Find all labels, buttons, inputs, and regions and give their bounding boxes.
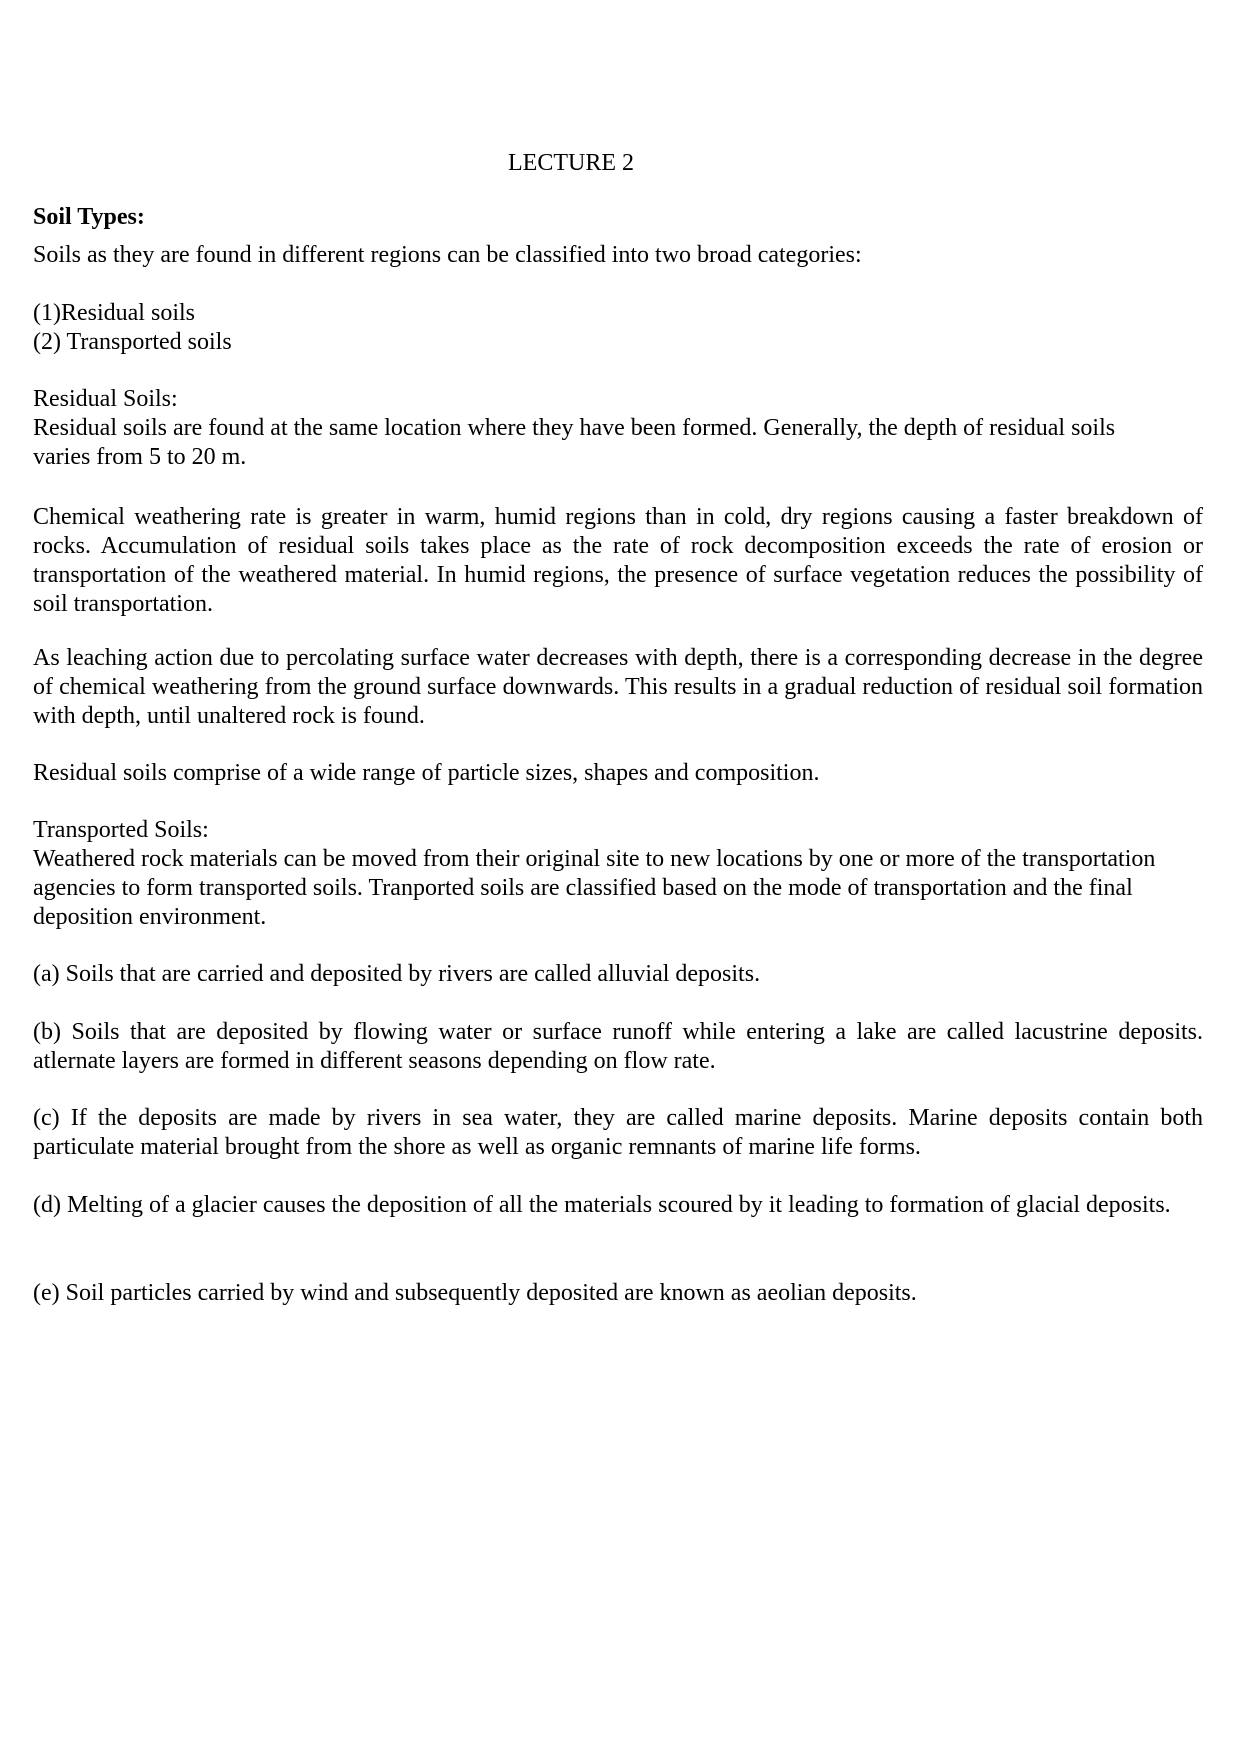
category-item: (2) Transported soils <box>33 329 232 355</box>
deposit-item-lacustrine: (b) Soils that are deposited by flowing water or surface runoff while entering a lake are called lacustrine deposits. atlernate layers are formed in different seasons depending on flow rate. <box>33 1019 1203 1074</box>
category-list <box>33 299 1203 357</box>
residual-heading: Residual Soils: <box>33 386 178 412</box>
transported-section-intro <box>33 816 1203 932</box>
section-heading: Soil Types: <box>33 204 145 230</box>
residual-paragraph-weathering: Chemical weathering rate is greater in warm, humid regions than in cold, dry regions causing a faster breakdown of rocks. Accumulation of residual soils takes place as the rate of rock decomposition exceeds the rate of erosion or transportation of the weathered material. In humid regions, the presence of surface vegetation reduces the possibility of soil transportation. <box>33 504 1203 617</box>
transported-line: deposition environment. <box>33 904 267 930</box>
residual-section-intro <box>33 385 1203 472</box>
transported-heading: Transported Soils: <box>33 817 209 843</box>
transported-line: Weathered rock materials can be moved from their original site to new locations by one or more of the transportation <box>33 846 1156 872</box>
residual-line: Residual soils are found at the same location where they have been formed. Generally, the depth of residual soils <box>33 415 1116 441</box>
deposit-item-glacial: (d) Melting of a glacier causes the deposition of all the materials scoured by it leading to formation of glacial deposits. <box>33 1192 1171 1218</box>
deposit-item-marine: (c) If the deposits are made by rivers in sea water, they are called marine deposits. Marine deposits contain both particulate material brought from the shore as well as organic remnants of marine life forms. <box>33 1105 1203 1160</box>
residual-paragraph-leaching: As leaching action due to percolating surface water decreases with depth, there is a corresponding decrease in the degree of chemical weathering from the ground surface downwards. This results in a gradual reduction of residual soil formation with depth, until unaltered rock is found. <box>33 645 1203 729</box>
residual-line: varies from 5 to 20 m. <box>33 444 247 470</box>
deposit-item-alluvial: (a) Soils that are carried and deposited by rivers are called alluvial deposits. <box>33 961 761 987</box>
category-item: (1)Residual soils <box>33 300 195 326</box>
residual-paragraph-composition: Residual soils comprise of a wide range of particle sizes, shapes and composition. <box>33 760 820 786</box>
intro-paragraph: Soils as they are found in different regions can be classified into two broad categories: <box>33 242 862 268</box>
transported-line: agencies to form transported soils. Tranported soils are classified based on the mode of transportation and the final <box>33 875 1133 901</box>
deposit-item-aeolian: (e) Soil particles carried by wind and subsequently deposited are known as aeolian deposits. <box>33 1280 917 1306</box>
page-title: LECTURE 2 <box>508 150 634 176</box>
